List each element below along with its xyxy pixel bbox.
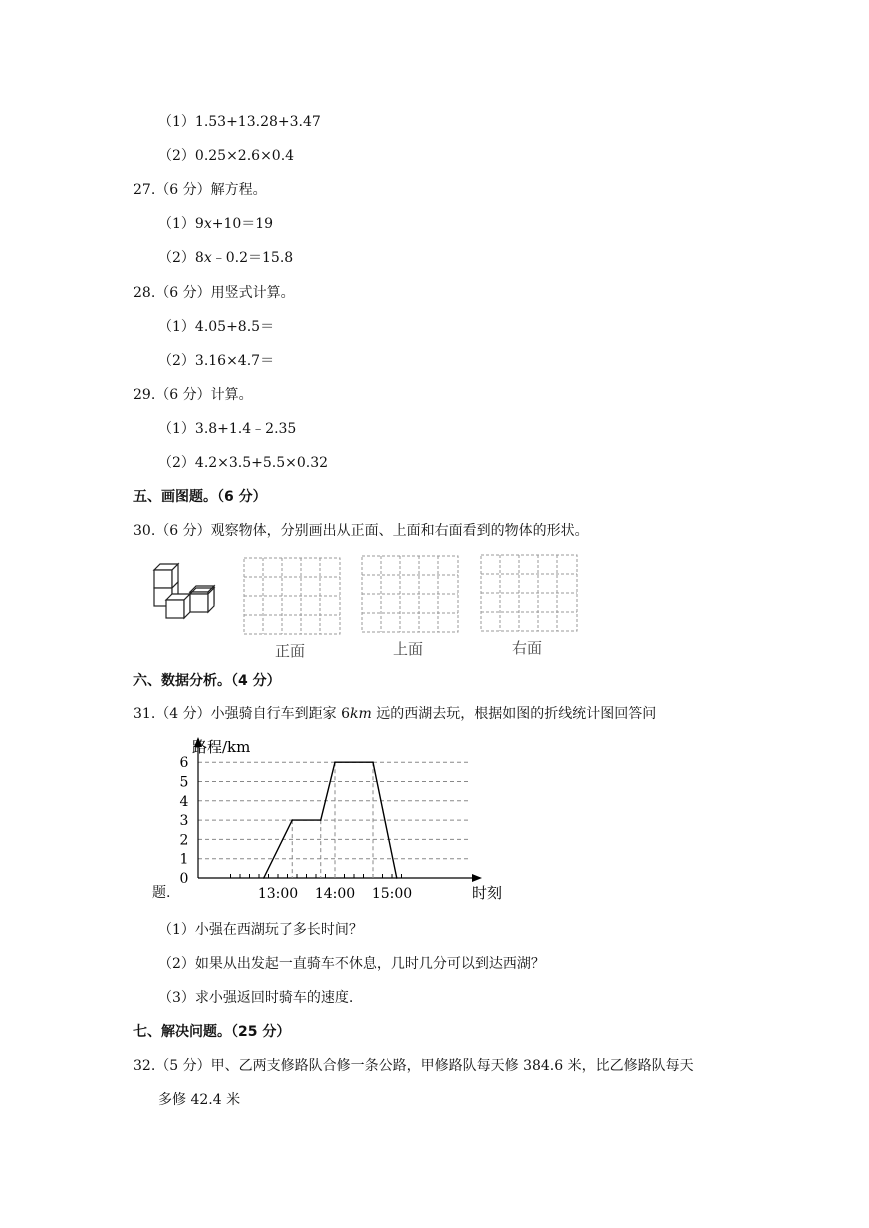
q26-part1: （1）1.53+13.28+3.47: [158, 114, 321, 130]
q31-part1: （1）小强在西湖玩了多长时间？: [158, 922, 363, 938]
q29-part1: （1）3.8+1.4﹣2.35: [158, 421, 297, 437]
data-point-2: [320, 819, 322, 821]
y-tick-label-3: 3: [179, 813, 189, 830]
section-7-heading: 七、解决问题。（25 分）: [133, 1024, 291, 1040]
cube-figure: [150, 562, 230, 632]
q27-part2-x: x: [203, 250, 212, 266]
y-tick-label-4: 4: [179, 793, 189, 810]
data-point-4: [372, 761, 374, 763]
grid-right: [480, 554, 580, 634]
grid-label-top: 上面: [393, 640, 424, 658]
y-tick-label-6: 6: [179, 755, 189, 772]
y-axis-label: 路程/km: [192, 738, 251, 756]
data-point-1: [291, 819, 293, 821]
data-point-5: [396, 877, 398, 879]
q27-part2: [158, 248, 293, 268]
q31-title-km: km: [349, 706, 372, 722]
grid-label-front: 正面: [275, 642, 306, 660]
q29-part2: （2）4.2×3.5+5.5×0.32: [158, 455, 329, 471]
q32-line1: 32.（5 分）甲、乙两支修路队合修一条公路，甲修路队每天修 384.6 米，比乙修路队每天: [133, 1058, 694, 1074]
q30-title: 30.（6 分）观察物体，分别画出从正面、上面和右面看到的物体的形状。: [133, 523, 589, 539]
distance-line-chart: [160, 735, 540, 905]
q29-title: 29.（6 分）计算。: [133, 387, 253, 403]
section-5-heading: 五、画图题。（6 分）: [133, 489, 267, 505]
q27-title: 27.（6 分）解方程。: [133, 182, 267, 198]
x-axis-label: 时刻: [472, 884, 503, 902]
data-point-3: [334, 761, 336, 763]
q31-title: [133, 704, 656, 724]
q27-part1-b: +10＝19: [211, 216, 274, 232]
q28-title: 28.（6 分）用竖式计算。: [133, 285, 295, 301]
data-point-0: [263, 877, 265, 879]
x-tick-label-1300: 13:00: [257, 886, 299, 902]
section-6-heading: 六、数据分析。（4 分）: [133, 673, 281, 689]
q31-part2: （2）如果从出发起一直骑车不休息，几时几分可以到达西湖？: [158, 956, 545, 972]
q28-part2: （2）3.16×4.7＝: [158, 353, 275, 369]
q27-part1-a: （1）9: [158, 216, 204, 232]
q32-line2: 多修 42.4 米: [158, 1092, 241, 1108]
q31-part3: （3）求小强返回时骑车的速度.: [158, 990, 354, 1006]
q26-part2: （2）0.25×2.6×0.4: [158, 148, 295, 164]
q31-title-a: 31.（4 分）小强骑自行车到距家 6: [133, 706, 350, 722]
x-tick-label-1500: 15:00: [371, 886, 413, 902]
grid-front: [243, 557, 343, 637]
q28-part1: （1）4.05+8.5＝: [158, 319, 275, 335]
y-tick-label-5: 5: [179, 774, 189, 791]
y-tick-label-1: 1: [179, 851, 189, 868]
q27-part2-a: （2）8: [158, 250, 204, 266]
y-tick-label-2: 2: [179, 832, 189, 849]
x-tick-label-1400: 14:00: [314, 886, 356, 902]
q27-part1: [158, 214, 273, 234]
q31-title-b: 远的西湖去玩，根据如图的折线统计图回答问: [371, 706, 657, 722]
q27-part2-b: ﹣0.2＝15.8: [211, 250, 294, 266]
q27-part1-x: x: [203, 216, 212, 232]
y-tick-label-0: 0: [179, 871, 189, 887]
grid-label-right: 右面: [512, 639, 543, 657]
x-axis-arrow: [472, 874, 482, 882]
grid-top: [361, 555, 461, 635]
q31-title-tail: 题.: [152, 885, 171, 901]
